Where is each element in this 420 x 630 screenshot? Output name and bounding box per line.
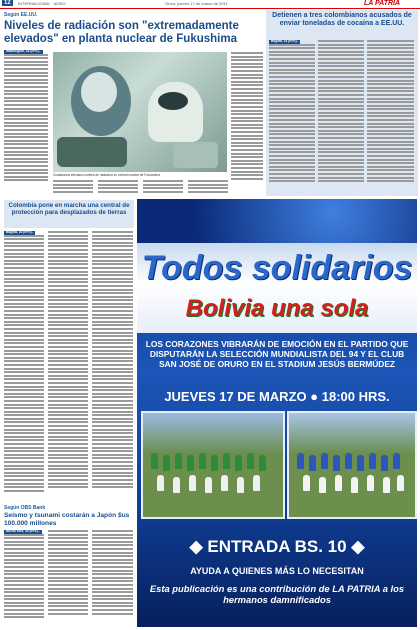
left-article-1-column-2 [48, 231, 88, 501]
ad-tagline: AYUDA A QUIENES MÁS LO NECESITAN [190, 566, 364, 576]
ad-headline-bolivia-una-sola: Bolivia una sola [185, 295, 369, 322]
right-article-box [266, 10, 418, 196]
right-article-headline: Detienen a tres colombianos acusados de enviar toneladas de cocaína a EE.UU. [272, 12, 412, 27]
ad-sky-background [137, 199, 417, 243]
ad-subtitle: LOS CORAZONES VIBRARÁN DE EMOCIÓN EN EL PARTIDO QUE DISPUTARÁN LA SELECCIÓN MUNDIALISTA DEL 94 Y EL CLUB SAN JOSÉ DE ORURO EN EL STADIUM JESÚS BERMÚDEZ [145, 339, 409, 370]
left-article-2-byline: Nueva York, 16 (EFE).- [6, 530, 40, 533]
main-article-column-6 [231, 52, 263, 196]
masthead [0, 0, 420, 9]
team-photo-san-jose [287, 411, 417, 519]
right-article-byline: Bogotá, 16 (EFE).- [271, 40, 299, 43]
ad-event-day: JUEVES 17 DE MARZO [164, 389, 307, 404]
left-article-2-headline: Seísmo y tsunami costarán a Japón $us 100.000 millones [4, 512, 130, 527]
left-article-1-byline: Bogotá, 16 (EFE).- [6, 231, 34, 234]
main-article-column-1 [4, 50, 48, 192]
main-article-column-4 [143, 180, 183, 198]
left-article-1-header [4, 200, 134, 228]
left-article-2-column-1 [4, 530, 44, 626]
main-article-tag: Según EE.UU. [4, 12, 38, 18]
solidarity-match-advertisement [137, 199, 417, 627]
left-article-1-column-1 [4, 231, 44, 501]
main-article-column-5 [188, 180, 228, 198]
left-article-2-column-3 [92, 530, 133, 626]
ad-headline-todos-solidarios: Todos solidarios [141, 249, 413, 287]
ad-event-date-time [147, 389, 407, 404]
issue-date: Oruro, jueves 17 de marzo de 2011 [165, 1, 228, 6]
page-number: 12 [4, 0, 11, 6]
section-label: INTERNACIONAL · AVISO [18, 1, 66, 6]
diamond-bullet-icon: ◆ [189, 537, 203, 556]
diamond-bullet-icon: ◆ [351, 537, 365, 556]
main-article-column-3 [98, 180, 138, 198]
radiation-workers-photo [53, 52, 227, 172]
ad-footer: Esta publicación es una contribución de LA PATRIA a los hermanos damnificados [149, 583, 405, 605]
right-article-column-2 [318, 40, 364, 192]
ad-event-time: 18:00 HRS. [321, 389, 390, 404]
main-photo-caption: Ciudadanos elevados niveles de radiación en central nuclear de Fukushima [53, 173, 160, 177]
left-article-2-column-2 [48, 530, 88, 626]
left-article-1-column-3 [92, 231, 133, 501]
right-article-column-3 [367, 40, 414, 192]
main-article-headline: Niveles de radiación son "extremadamente elevados" en planta nuclear de Fukushima [4, 20, 239, 45]
main-article-byline: Washington, 16 (EFE).- [6, 50, 41, 53]
left-article-1-headline: Colombia pone en marcha una central de protección para desplazados de tierras [8, 202, 130, 217]
ad-headline-banner [137, 243, 417, 333]
clock-icon: ● [310, 389, 319, 404]
right-article-column-1 [269, 40, 315, 192]
main-article-column-2 [53, 180, 93, 198]
ad-entry-label: ENTRADA BS. 10 [207, 537, 347, 556]
ad-entry-price [147, 537, 407, 557]
team-photo-seleccion [141, 411, 285, 519]
paper-name: LA PATRIA [364, 0, 401, 7]
left-article-2-tag: Según OBS Bank [4, 505, 46, 511]
